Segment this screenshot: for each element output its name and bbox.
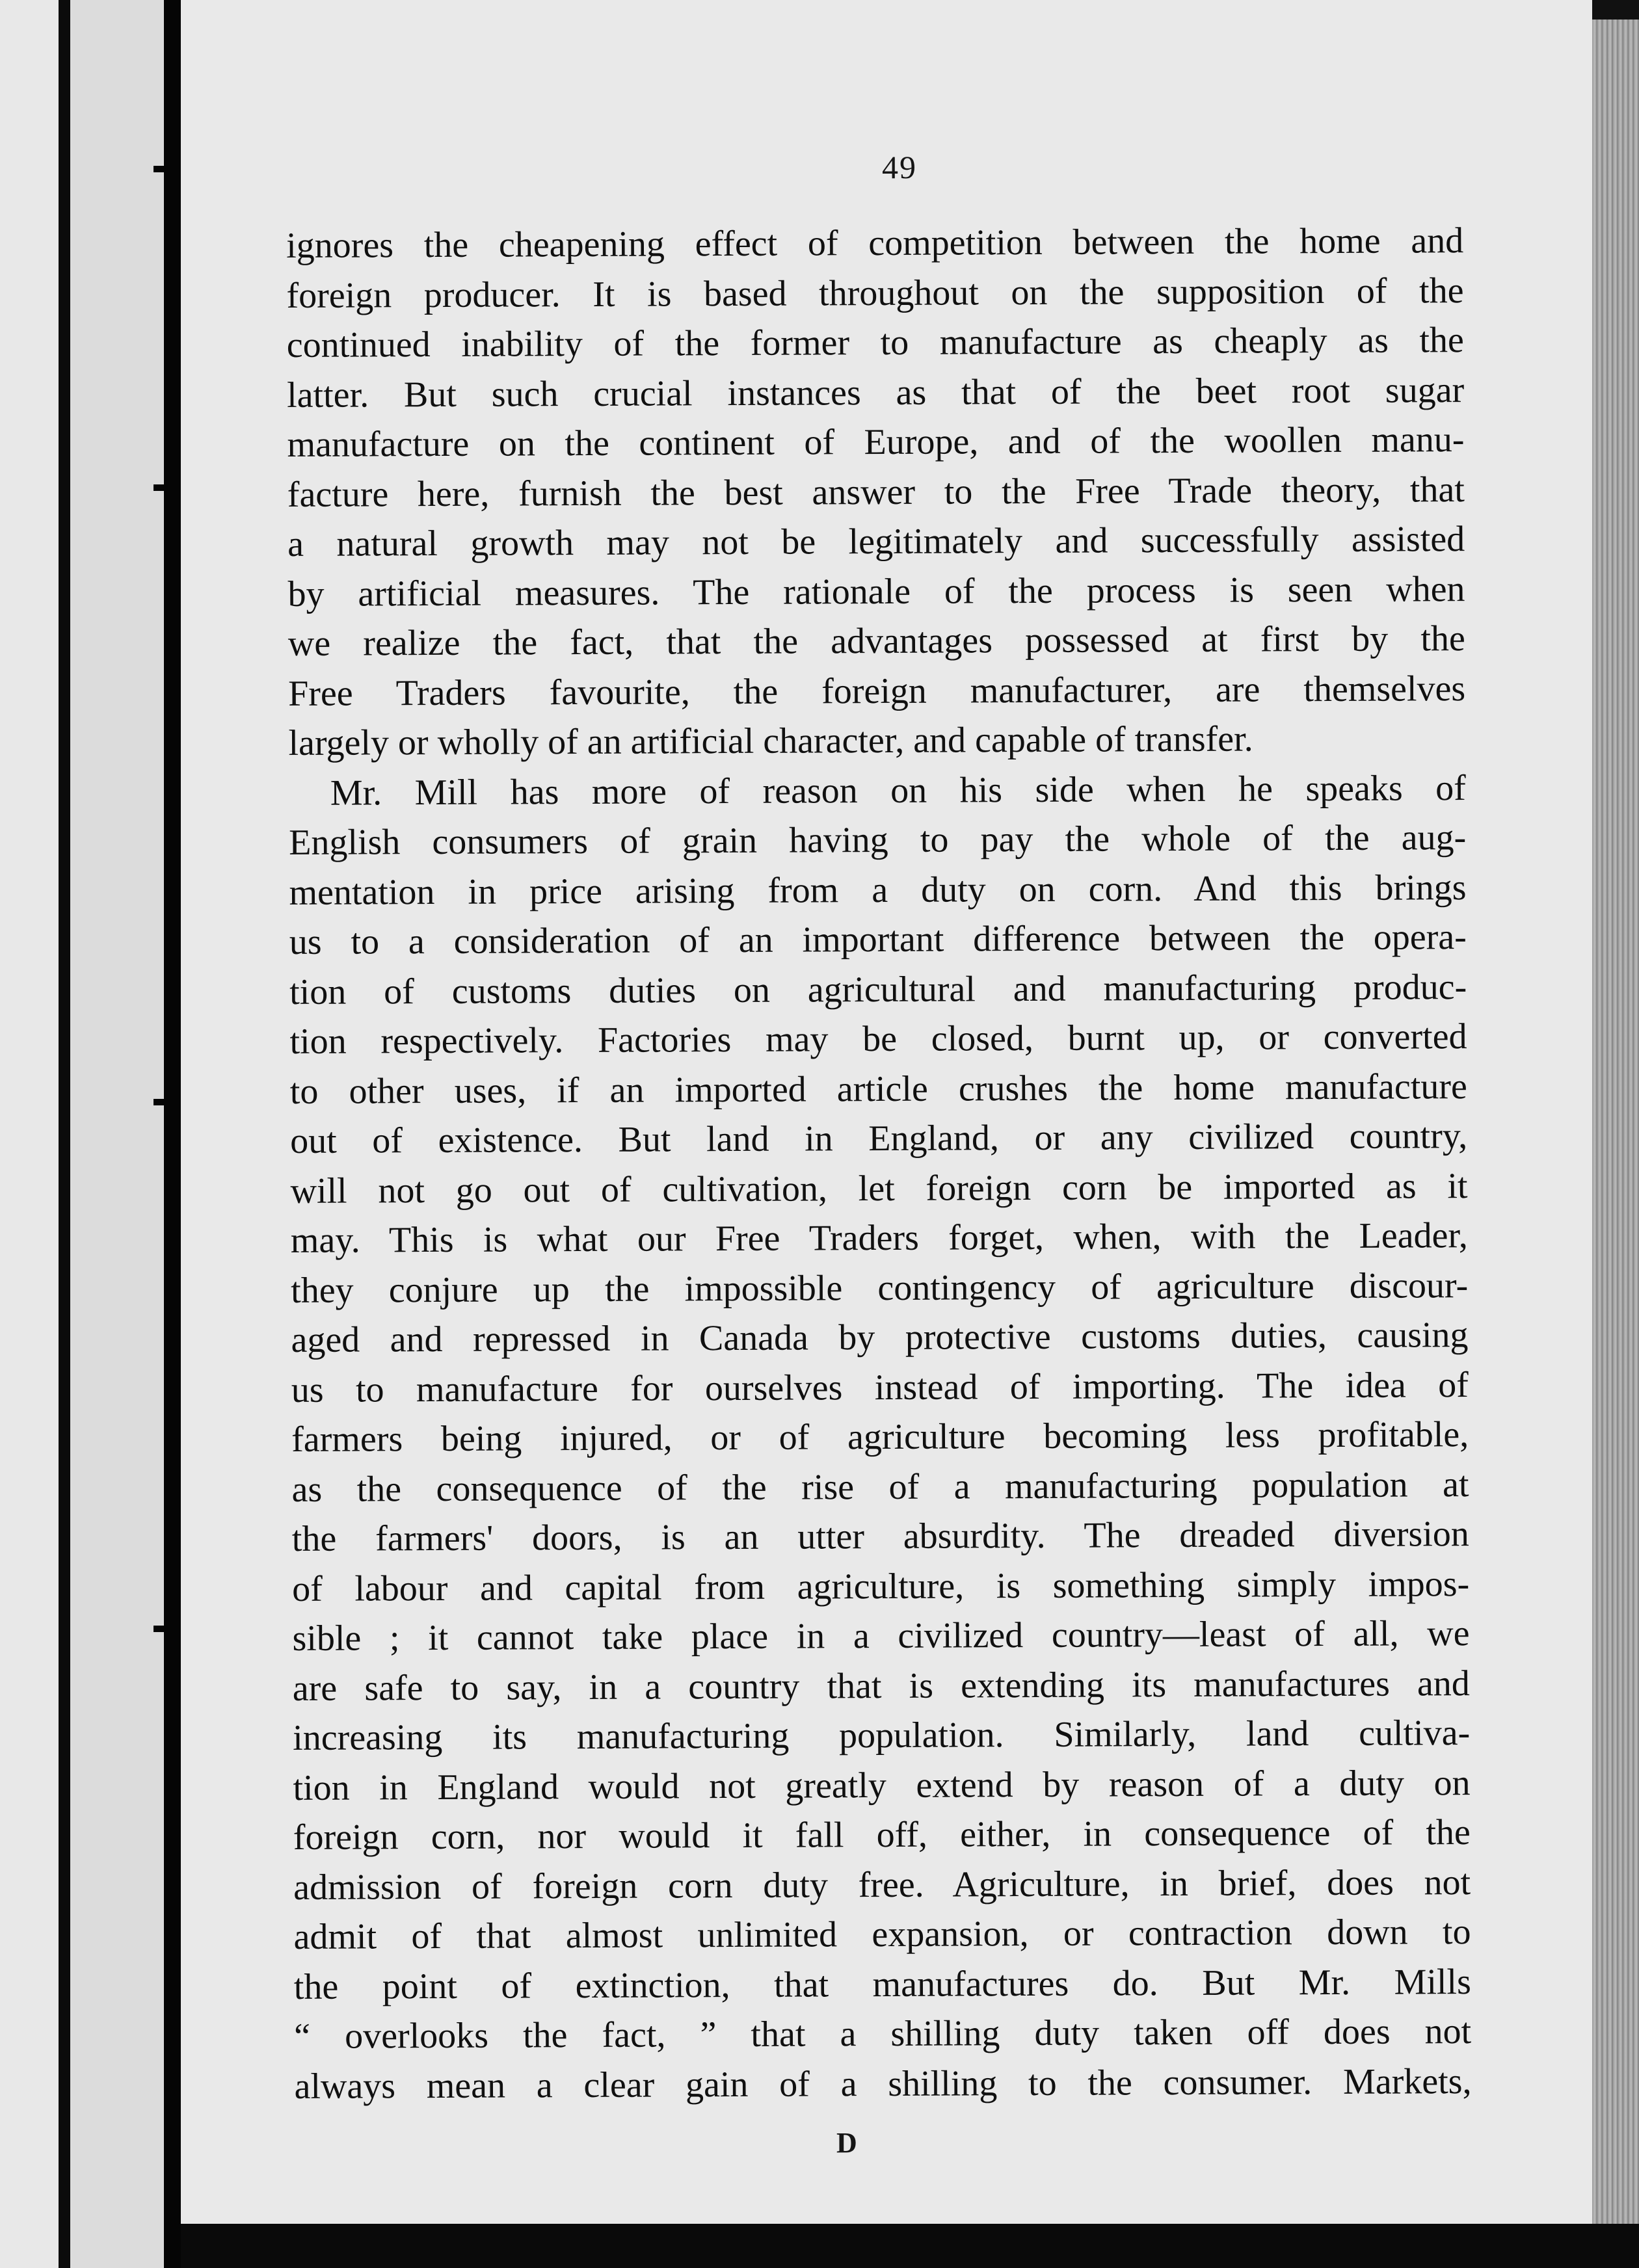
text-line: continued inability of the former to manufacture as cheaply as the	[286, 320, 1464, 365]
text-line: ignores the cheapening effect of competition between the home and	[286, 220, 1464, 266]
text-line: tion in England would not greatly extend by reason of a duty on	[293, 1762, 1471, 1808]
text-line: are safe to say, in a country that is extending its manufactures and	[292, 1663, 1470, 1709]
text-line: sible ; it cannot take place in a civilized country—least of all, we	[292, 1613, 1470, 1659]
text-line: out of existence. But land in England, or any civilized country,	[290, 1116, 1468, 1161]
text-line: latter. But such crucial instances as that of the beet root sugar	[287, 369, 1465, 415]
scan-margin	[0, 0, 59, 2268]
page-number: 49	[882, 149, 917, 185]
gutter-notch	[153, 166, 182, 172]
text-line: to other uses, if an imported article crushes the home manufacture	[289, 1066, 1467, 1112]
text-line: “ overlooks the fact, ” that a shilling duty taken off does not	[294, 2011, 1472, 2057]
text-line: foreign producer. It is based throughout on the supposition of the	[286, 270, 1464, 316]
facing-page-edge	[70, 0, 176, 2268]
text-line: aged and repressed in Canada by protective customs duties, causing	[291, 1315, 1469, 1360]
gutter-notch	[153, 1099, 182, 1105]
scan-bottom-border	[181, 2224, 1639, 2268]
book-gutter	[164, 0, 181, 2268]
text-line: facture here, furnish the best answer to the Free Trade theory, that	[287, 469, 1465, 515]
text-line: the point of extinction, that manufactures do. But Mr. Mills	[293, 1961, 1471, 2007]
text-line: us to manufacture for ourselves instead of importing. The idea of	[291, 1364, 1469, 1410]
text-line: mentation in price arising from a duty on corn. And this brings	[289, 867, 1467, 913]
text-line: may. This is what our Free Traders forget, when, with the Leader,	[290, 1215, 1468, 1261]
text-line: us to a consideration of an important difference between the opera-	[289, 917, 1467, 962]
text-line: by artificial measures. The rationale of the process is seen when	[287, 568, 1465, 614]
gutter-notch	[153, 484, 182, 491]
text-line: Mr. Mill has more of reason on his side when he speaks of	[330, 767, 1466, 813]
text-line: increasing its manufacturing population. Similarly, land cultiva-	[293, 1713, 1471, 1758]
body-text	[286, 216, 1472, 2111]
text-line: Free Traders favourite, the foreign manufacturer, are themselves	[288, 668, 1466, 714]
text-line: farmers being injured, or of agriculture becoming less profitable,	[291, 1414, 1469, 1460]
text-line: they conjure up the impossible contingency of agriculture discour-	[291, 1265, 1469, 1311]
text-line: tion of customs duties on agricultural and manufacturing produc-	[289, 966, 1467, 1012]
gutter-notch	[153, 1626, 182, 1632]
text-line: admit of that almost unlimited expansion, or contraction down to	[293, 1912, 1471, 1957]
text-line: always mean a clear gain of a shilling to the consumer. Markets,	[294, 2061, 1472, 2107]
scan-border	[59, 0, 70, 2268]
text-line: admission of foreign corn duty free. Agriculture, in brief, does not	[293, 1862, 1471, 1908]
signature-mark: D	[836, 2127, 857, 2159]
page-stack-edge	[1592, 20, 1639, 2268]
text-line: we realize the fact, that the advantages possessed at first by the	[287, 618, 1465, 664]
text-line: English consumers of grain having to pay the whole of the aug-	[289, 817, 1467, 863]
text-line: foreign corn, nor would it fall off, either, in consequence of the	[293, 1812, 1471, 1858]
text-line: tion respectively. Factories may be closed, burnt up, or converted	[289, 1016, 1467, 1062]
text-line: of labour and capital from agriculture, is something simply impos-	[292, 1563, 1470, 1609]
text-line: a natural growth may not be legitimately and successfully assisted	[287, 519, 1465, 564]
text-line: manufacture on the continent of Europe, and of the woollen manu-	[287, 419, 1465, 465]
text-line: largely or wholly of an artificial character, and capable of transfer.	[288, 719, 1253, 763]
text-line: will not go out of cultivation, let foreign corn be imported as it	[290, 1165, 1468, 1211]
text-line: as the consequence of the rise of a manufacturing population at	[291, 1464, 1469, 1510]
text-line: the farmers' doors, is an utter absurdity. The dreaded diversion	[291, 1514, 1469, 1559]
